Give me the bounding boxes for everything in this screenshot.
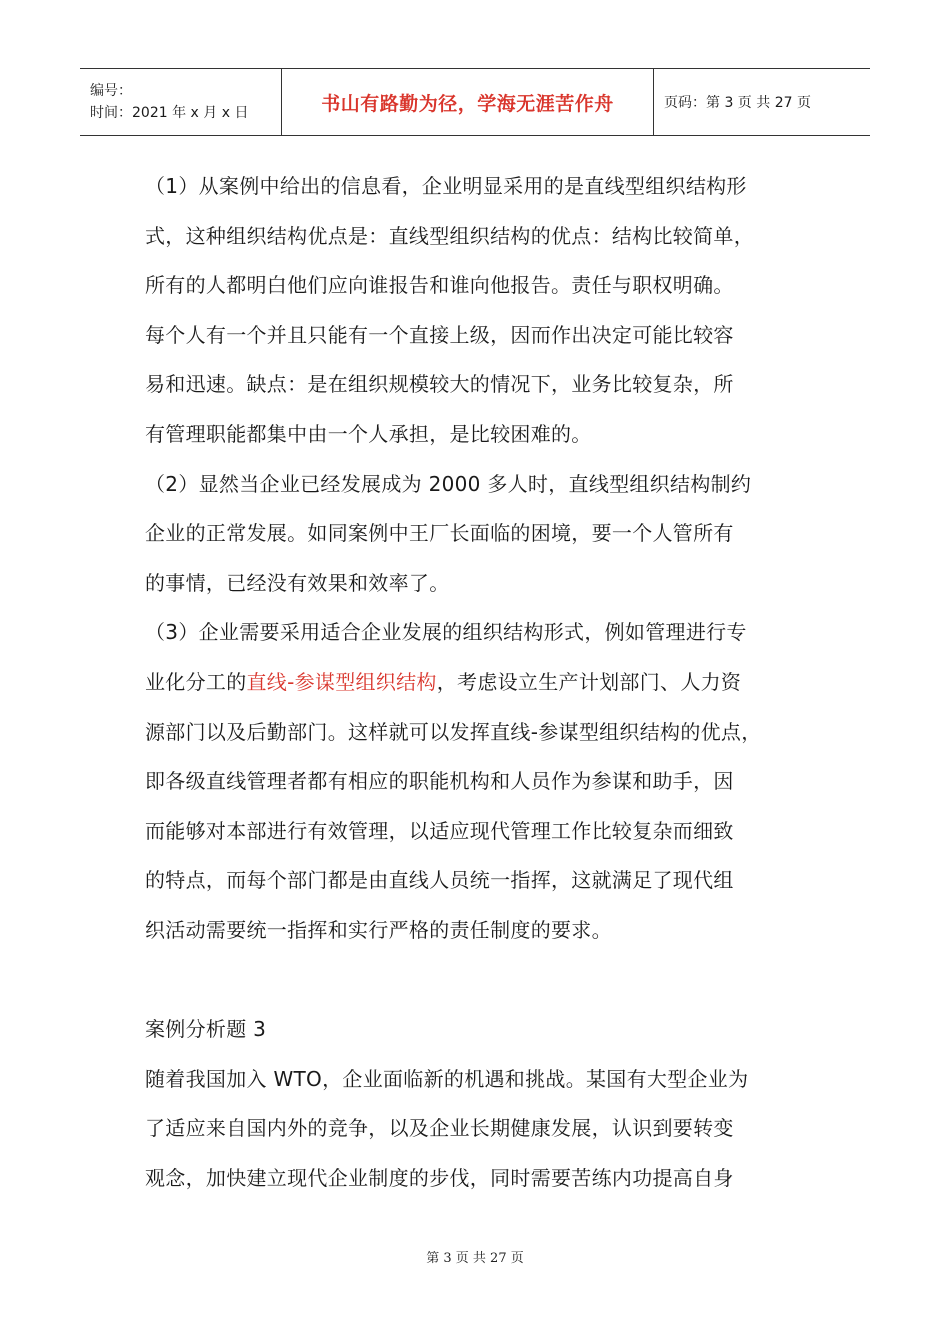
body-line: 式，这种组织结构优点是：直线型组织结构的优点：结构比较简单，	[145, 223, 754, 248]
line-suffix: ，考虑设立生产计划部门、人力资	[436, 669, 742, 694]
body-line: 即各级直线管理者都有相应的职能机构和人员作为参谋和助手，因	[145, 769, 734, 794]
body-line: 易和迅速。缺点：是在组织规模较大的情况下，业务比较复杂，所	[145, 372, 734, 397]
document-time-label: 时间：2021 年 x 月 x 日	[90, 105, 249, 121]
body-line: （3）企业需要采用适合企业发展的组织结构形式，例如管理进行专	[145, 620, 747, 645]
body-line: 企业的正常发展。如同案例中王厂长面临的困境，要一个人管所有	[145, 521, 734, 546]
page-footer: 第 3 页 共 27 页	[426, 1251, 524, 1266]
body-line-highlighted	[145, 658, 817, 708]
header-page-indicator: 页码：第 3 页 共 27 页	[664, 95, 811, 111]
body-line: 的事情，已经没有效果和效率了。	[145, 570, 450, 595]
body-line: 的特点，而每个部门都是由直线人员统一指挥，这就满足了现代组	[145, 868, 734, 893]
highlighted-term: 直线-参谋型组织结构	[246, 669, 437, 694]
document-number-label: 编号：	[90, 83, 132, 99]
body-line: 所有的人都明白他们应向谁报告和谁向他报告。责任与职权明确。	[145, 273, 734, 298]
body-line: 随着我国加入 WTO，企业面临新的机遇和挑战。某国有大型企业为	[145, 1066, 749, 1091]
body-line: 织活动需要统一指挥和实行严格的责任制度的要求。	[145, 917, 612, 942]
case-title: 案例分析题 3	[145, 1017, 267, 1042]
page-header	[80, 68, 870, 136]
body-line: 而能够对本部进行有效管理，以适应现代管理工作比较复杂而细致	[145, 818, 734, 843]
body-line: （2）显然当企业已经发展成为 2000 多人时，直线型组织结构制约	[145, 471, 752, 496]
body-line: （1）从案例中给出的信息看，企业明显采用的是直线型组织结构形	[145, 174, 747, 198]
body-line: 有管理职能都集中由一个人承担，是比较困难的。	[145, 421, 592, 446]
body-line: 了适应来自国内外的竞争，以及企业长期健康发展，认识到要转变	[145, 1116, 734, 1141]
body-line: 观念，加快建立现代企业制度的步伐，同时需要苦练内功提高自身	[145, 1165, 734, 1190]
document-body	[145, 162, 817, 1203]
header-meta	[80, 69, 282, 135]
body-line: 每个人有一个并且只能有一个直接上级，因而作出决定可能比较容	[145, 322, 734, 347]
header-motto: 书山有路勤为径，学海无涯苦作舟	[282, 69, 654, 135]
line-prefix: 业化分工的	[145, 669, 247, 694]
paragraph-gap	[145, 956, 817, 1006]
body-line: 源部门以及后勤部门。这样就可以发挥直线-参谋型组织结构的优点，	[145, 719, 762, 744]
